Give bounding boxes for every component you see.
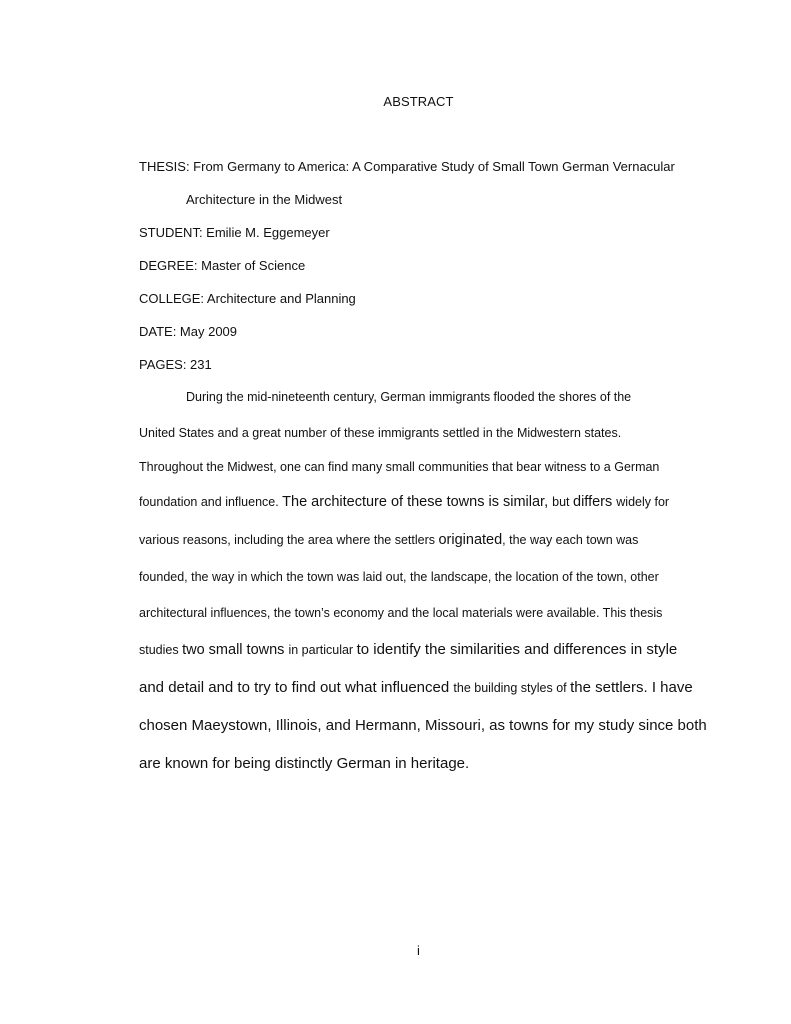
paragraph-line: [139, 532, 638, 548]
text-run: studies: [139, 643, 183, 657]
thesis-title-line-1: THESIS: From Germany to America: A Comparative Study of Small Town German Vernacular: [139, 159, 675, 174]
text-run: various reasons, including the area where the settlers: [139, 533, 439, 547]
text-run: the settlers. I have: [570, 679, 693, 696]
text-run: in particular: [288, 643, 357, 657]
paragraph-line: [139, 494, 669, 510]
paragraph-line: Throughout the Midwest, one can find many small communities that bear witness to a German: [139, 460, 660, 474]
pages-field: PAGES: 231: [139, 357, 212, 372]
text-run: originated: [438, 532, 503, 548]
text-run: two small towns: [182, 642, 289, 658]
degree-field: DEGREE: Master of Science: [139, 258, 306, 273]
paragraph-line: are known for being distinctly German in heritage.: [139, 755, 470, 772]
paragraph-line: chosen Maeystown, Illinois, and Hermann, Missouri, as towns for my study since both: [139, 717, 707, 734]
text-run: and detail and to try to find out what influenced: [139, 679, 454, 696]
text-run: , the way each town was: [502, 533, 639, 547]
paragraph-line: [139, 679, 693, 696]
paragraph-line: During the mid-nineteenth century, German immigrants flooded the shores of the: [186, 390, 632, 404]
text-run: foundation and influence.: [139, 495, 283, 509]
abstract-heading: ABSTRACT: [383, 94, 454, 109]
student-field: STUDENT: Emilie M. Eggemeyer: [139, 225, 330, 240]
paragraph-line: United States and a great number of these immigrants settled in the Midwestern states.: [139, 426, 622, 440]
text-run: but: [552, 495, 574, 509]
college-field: COLLEGE: Architecture and Planning: [139, 291, 356, 306]
text-run: differs: [573, 494, 617, 510]
text-run: the building styles of: [453, 681, 571, 695]
paragraph-line: architectural influences, the town’s economy and the local materials were available. This thesis: [139, 606, 663, 620]
page-number: i: [417, 943, 420, 958]
text-run: widely for: [616, 495, 670, 509]
paragraph-line: [139, 641, 677, 658]
date-field: DATE: May 2009: [139, 324, 238, 339]
text-run: The architecture of these towns is similar,: [282, 494, 553, 510]
text-run: to identify the similarities and differences in style: [356, 641, 678, 658]
thesis-title-line-2: Architecture in the Midwest: [186, 192, 343, 207]
paragraph-line: founded, the way in which the town was laid out, the landscape, the location of the town, other: [139, 570, 659, 584]
